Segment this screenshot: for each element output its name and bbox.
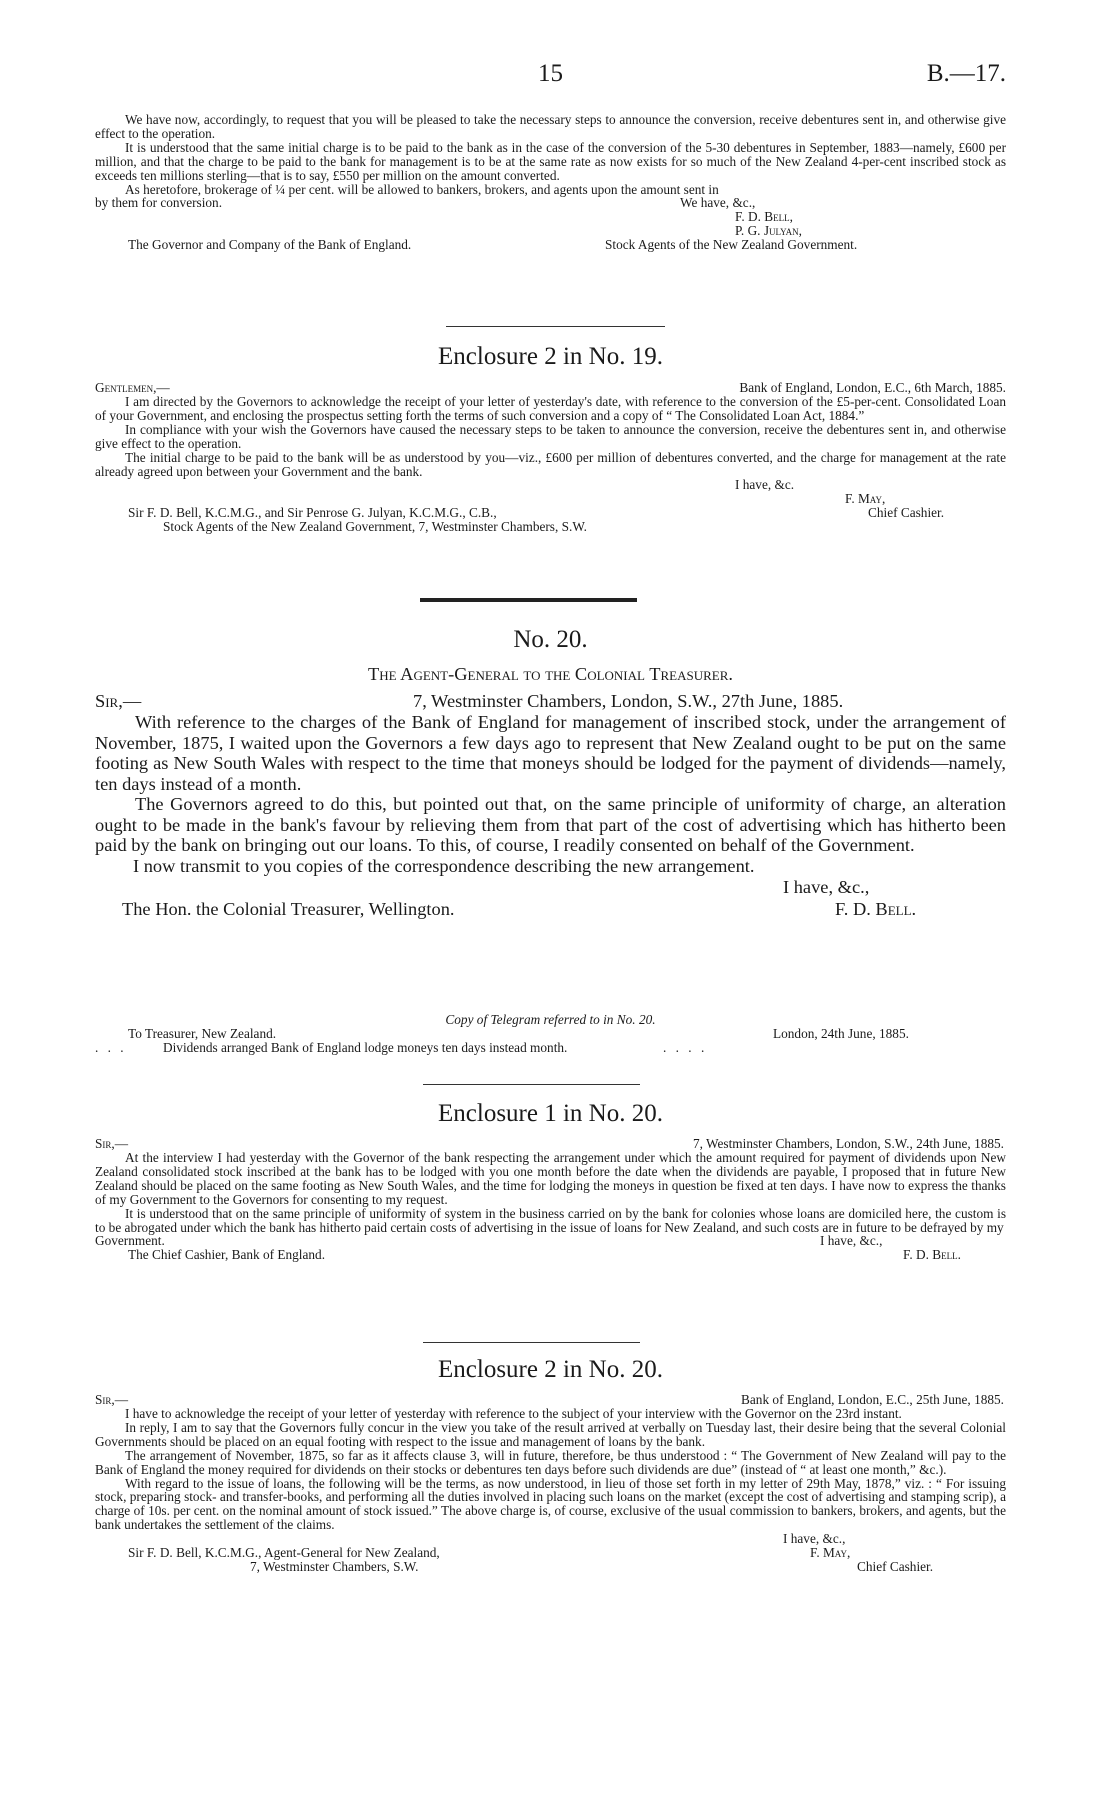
place-date: 7, Westminster Chambers, London, S.W., 24th June, 1885.	[692, 1136, 1004, 1151]
enclosure-2-no-19	[95, 381, 1006, 534]
place-date: Bank of England, London, E.C., 25th June, 1885.	[741, 1392, 1004, 1407]
signature: F. May,	[845, 491, 886, 507]
enclosure-1-no-20	[95, 1137, 1006, 1262]
closing-row	[95, 478, 1006, 492]
section-subheading: The Agent-General to the Colonial Treasurer.	[368, 664, 733, 684]
section-heading: Enclosure 2 in No. 20.	[438, 1356, 663, 1383]
place-date: London, 24th June, 1885.	[773, 1026, 909, 1041]
section-heading: Enclosure 1 in No. 20.	[438, 1100, 663, 1127]
closing: I have, &c.	[735, 477, 795, 493]
salutation: Sir,—	[95, 1392, 129, 1407]
closing-row	[95, 1532, 1006, 1546]
letter-paragraph-end: Government.	[95, 1233, 165, 1249]
closing: I have, &c.,	[820, 1233, 883, 1249]
telegram-title: Copy of Telegram referred to in No. 20.	[445, 1012, 656, 1027]
closing: I have, &c.,	[783, 877, 870, 897]
telegram-recipient: To Treasurer, New Zealand.	[128, 1026, 277, 1041]
addressee-row	[95, 1560, 1006, 1574]
closing-row	[95, 876, 1006, 898]
intro-paragraph: It is understood that the same initial charge is to be paid to the bank as in the case of the conversion of the 5-30 debentures in September, 1883—namely, £600 per million, and that the charge to be paid to the bank for management is to be at the same rate as now exists for so much of the New Zealand 4-per-cent inscribed stock as exceeds ten millions sterling—that is to say, £550 per million on the amount converted.	[95, 139, 1006, 183]
telegram-text: Dividends arranged Bank of England lodge moneys ten days instead month.	[163, 1040, 568, 1055]
place-date: 7, Westminster Chambers, London, S.W., 27th June, 1885.	[413, 691, 844, 711]
page-header	[95, 60, 1006, 96]
addressee: Sir F. D. Bell, K.C.M.G., Agent-General for New Zealand,	[128, 1545, 440, 1561]
addressee-row	[95, 898, 1006, 920]
telegram	[95, 1013, 1006, 1055]
place-date: Bank of England, London, E.C., 6th March, 1885.	[739, 380, 1006, 395]
addressee-row	[95, 506, 1006, 520]
signature: F. D. Bell.	[835, 899, 917, 919]
intro-paragraph: We have now, accordingly, to request that you will be pleased to take the necessary steps to announce the conversion, receive debentures sent in, and otherwise give effect to the operation.	[95, 112, 1006, 141]
intro-letter	[95, 113, 1006, 252]
signature-row	[95, 492, 1006, 506]
letter-paragraph: The arrangement of November, 1875, so far as it affects clause 3, will in future, therefore, be thus understood : “ The Government of New Zealand will pay to the Bank of England the money required for dividends on their stocks or debentures ten days before such dividends are due” (instead of “ at least one month,” &c.).	[95, 1447, 1006, 1477]
ellipsis: . . . .	[663, 1040, 708, 1055]
page-number: 15	[538, 60, 563, 87]
salutation-row	[95, 1137, 1006, 1151]
ellipsis: . . .	[95, 1040, 127, 1055]
telegram-text-row	[95, 1041, 1006, 1055]
signature: F. D. Bell.	[903, 1247, 961, 1263]
salutation: Sir,—	[95, 691, 142, 711]
intro-paragraph: As heretofore, brokerage of ¼ per cent. will be allowed to bankers, brokers, and agents upon the amount sent in	[125, 181, 719, 197]
addressee-row	[95, 238, 1006, 252]
signature-row	[95, 224, 1006, 238]
letter-paragraph: With regard to the issue of loans, the following will be the terms, as now understood, in lieu of those set forth in my letter of 29th May, 1878,” viz. : “ For issuing stock, preparing stock- and transfer-books, and performing all the duties involved in placing such loans on the market (except the cost of advertising and stamping scrip), a charge of 10s. per cent. on the nominal amount of stock issued.” The above charge is, of course, exclusive of the usual commission to bankers, brokers, and agents, but the bank undertakes the settlement of the claims.	[95, 1475, 1006, 1533]
letter-paragraph: The initial charge to be paid to the bank will be as understood by you—viz., £600 per million of debentures converted, and the charge for management at the rate already agreed upon between your Government and the bank.	[95, 449, 1006, 479]
addressee: Sir F. D. Bell, K.C.M.G., and Sir Penrose G. Julyan, K.C.M.G., C.B.,	[128, 505, 497, 521]
addressee-row	[95, 1546, 1006, 1560]
enclosure-2-no-20	[95, 1393, 1006, 1574]
divider	[423, 1084, 640, 1085]
letter-paragraph: I have to acknowledge the receipt of your letter of yesterday with reference to the subject of your interview with the Governor on the 23rd instant.	[125, 1406, 902, 1421]
signatory-title: Chief Cashier.	[857, 1559, 934, 1575]
salutation-row	[95, 690, 1006, 712]
letter-paragraph: It is understood that on the same principle of uniformity of system in the business carried on by the bank for colonies whose loans are domiciled here, the custom is to be abrogated under which the bank has hitherto paid certain costs of advertising in the issue of loans for New Zealand, and such costs are in future to be defrayed by my	[95, 1205, 1006, 1235]
addressee: The Hon. the Colonial Treasurer, Wellington.	[122, 899, 455, 919]
salutation-row	[95, 1393, 1006, 1407]
salutation: Gentlemen,—	[95, 380, 170, 395]
addressee: 7, Westminster Chambers, S.W.	[250, 1559, 419, 1575]
addressee: The Chief Cashier, Bank of England.	[128, 1247, 326, 1263]
section-heading: No. 20.	[513, 626, 588, 653]
intro-closing-row	[95, 196, 1006, 210]
section-heading: Enclosure 2 in No. 19.	[438, 343, 663, 370]
document-reference: B.—17.	[926, 60, 1006, 87]
intro-paragraph-end: by them for conversion.	[95, 195, 223, 211]
letter-paragraph: The Governors agreed to do this, but pointed out that, on the same principle of uniformity of charge, an alteration ought to be made in the bank's favour by relieving them from that part of the cost of advertising which has hitherto been paid by the bank on bringing out our loans. To this, of course, I readily consented on behalf of the Government.	[95, 794, 1006, 855]
letter-no-20	[95, 690, 1006, 920]
signatory-title: Stock Agents of the New Zealand Government.	[605, 237, 858, 253]
addressee-row	[95, 520, 1006, 534]
salutation: Sir,—	[95, 1136, 129, 1151]
divider	[446, 326, 665, 327]
signature: F. May,	[810, 1545, 851, 1561]
divider-thick	[420, 598, 637, 602]
closing: We have, &c.,	[680, 195, 756, 211]
addressee: Stock Agents of the New Zealand Government, 7, Westminster Chambers, S.W.	[163, 519, 587, 535]
salutation-row	[95, 381, 1006, 395]
signatory-title: Chief Cashier.	[868, 505, 945, 521]
closing: I have, &c.,	[783, 1531, 846, 1547]
telegram-title-row	[95, 1013, 1006, 1027]
divider	[423, 1342, 640, 1343]
signature-row	[95, 210, 1006, 224]
letter-paragraph: I now transmit to you copies of the correspondence describing the new arrangement.	[133, 855, 755, 876]
telegram-header-row	[95, 1027, 1006, 1041]
addressee-row	[95, 1248, 1006, 1262]
signature: F. D. Bell,	[735, 209, 793, 225]
letter-paragraph: At the interview I had yesterday with the Governor of the bank respecting the arrangement under which the amount required for payment of dividends upon New Zealand consolidated stock inscribed at the bank has to be lodged with you one month before the date when the dividends are payable, I proposed that in future New Zealand should be placed on the same footing as New South Wales, and the time for lodging the moneys in question be fixed at ten days. I have now to express the thanks of my Government to the Governors for consenting to my request.	[95, 1150, 1006, 1207]
closing-row	[95, 1234, 1006, 1248]
letter-paragraph: With reference to the charges of the Bank of England for management of inscribed stock, under the arrangement of November, 1875, I waited upon the Governors a few days ago to represent that New Zealand ought to be put on the same footing as New South Wales with respect to the time that moneys should be lodged for the payment of dividends—namely, ten days instead of a month.	[95, 712, 1006, 794]
addressee: The Governor and Company of the Bank of England.	[128, 237, 412, 253]
letter-paragraph: In reply, I am to say that the Governors fully concur in the view you take of the result arrived at verbally on Tuesday last, their desire being that the several Colonial Governments should be placed on an equal footing with respect to the issue and management of loans by the bank.	[95, 1419, 1006, 1449]
letter-paragraph: In compliance with your wish the Governors have caused the necessary steps to be taken to announce the conversion, receive the debentures sent in, and otherwise give effect to the operation.	[95, 421, 1006, 451]
letter-paragraph: I am directed by the Governors to acknowledge the receipt of your letter of yesterday's date, with reference to the conversion of the £5-per-cent. Consolidated Loan of your Government, and enclosing the prospectus setting forth the terms of such conversion and a copy of “ The Consolidated Loan Act, 1884.”	[95, 394, 1006, 423]
signature: P. G. Julyan,	[735, 223, 802, 239]
